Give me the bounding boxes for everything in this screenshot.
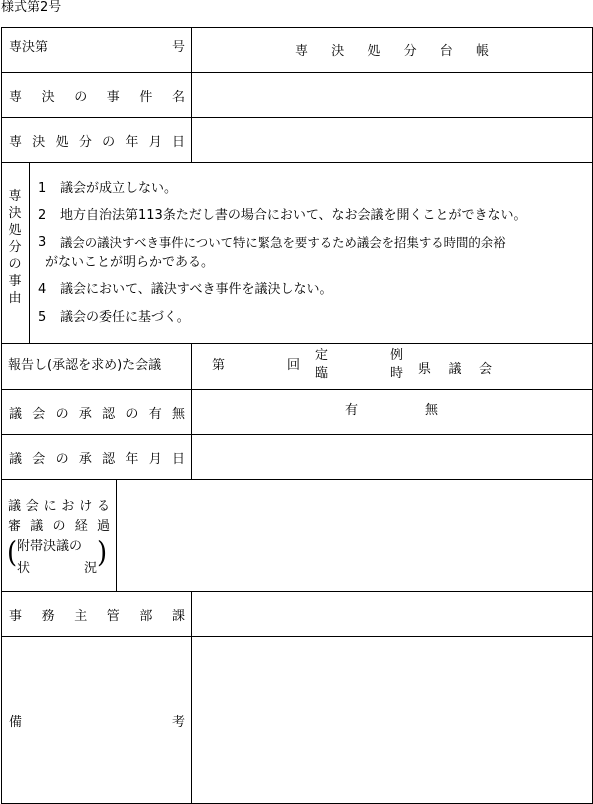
reason-item-4-num: 4 bbox=[38, 282, 47, 297]
reason-item-3-text: 議会の議決すべき事件について特に緊急を要するため議会を招集する時間的余裕 bbox=[60, 235, 506, 250]
case-name-field[interactable] bbox=[193, 74, 591, 116]
department-label: 事 務 主 管 部 課 bbox=[9, 609, 185, 624]
deliberation-field[interactable] bbox=[118, 481, 591, 590]
reason-item-3-num: 3 bbox=[38, 235, 47, 250]
approval-date-field[interactable] bbox=[193, 436, 591, 478]
reason-item-2-num: 2 bbox=[38, 208, 47, 223]
reason-item-4-text: 議会において、議決すべき事件を議決しない。 bbox=[60, 282, 333, 297]
approval-yes-option[interactable]: 有 bbox=[345, 403, 359, 418]
open-paren-glyph: ( bbox=[7, 536, 18, 570]
remarks-field[interactable] bbox=[193, 638, 591, 802]
date-label: 専 決 処 分 の 年 月 日 bbox=[9, 135, 185, 150]
date-field[interactable] bbox=[193, 119, 591, 161]
reason-item-5-text: 議会の委任に基づく。 bbox=[60, 310, 190, 325]
prefectural-assembly-label: 県 議 会 bbox=[418, 362, 492, 377]
reason-item-2-text: 地方自治法第113条ただし書の場合において、なお会議を開くことができない。 bbox=[60, 208, 527, 223]
approval-no-option[interactable]: 無 bbox=[425, 403, 439, 418]
close-paren-glyph: ) bbox=[97, 536, 108, 570]
reason-item-1-text: 議会が成立しない。 bbox=[60, 181, 178, 196]
form-number: 様式第2号 bbox=[1, 0, 62, 15]
approval-date-label: 議 会 の 承 認 年 月 日 bbox=[9, 452, 185, 467]
department-field[interactable] bbox=[193, 593, 591, 635]
remarks-label: 備 考 bbox=[9, 715, 185, 730]
ledger-title: 専 決 処 分 台 帳 bbox=[295, 44, 489, 59]
number-label-prefix: 専決第 bbox=[9, 40, 49, 55]
reason-item-1-num: 1 bbox=[38, 181, 47, 196]
reason-item-5-num: 5 bbox=[38, 310, 47, 325]
approval-label: 議 会 の 承 認 の 有 無 bbox=[9, 407, 185, 422]
reason-item-3-text-cont: がないことが明らかである。 bbox=[45, 255, 215, 270]
case-name-label: 専 決 の 事 件 名 bbox=[9, 90, 185, 105]
reason-label-vertical: 専 決 処 分 の 事 由 bbox=[8, 189, 22, 306]
number-label-suffix: 号 bbox=[172, 40, 186, 55]
report-label: 報告し(承認を求め)た会議 bbox=[8, 358, 162, 373]
